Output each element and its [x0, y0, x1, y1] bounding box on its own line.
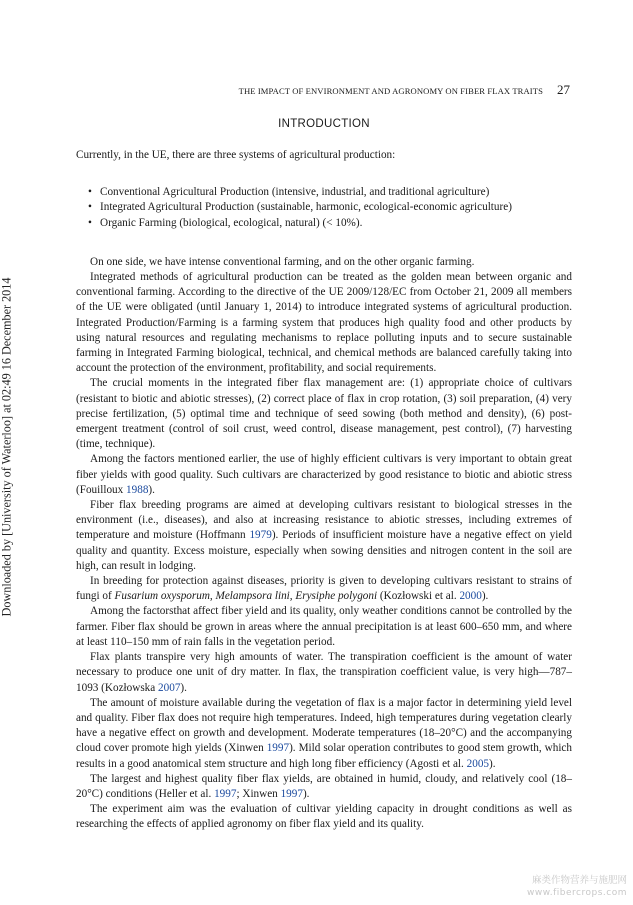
list-item: • Conventional Agricultural Production (intensive, industrial, and traditional agriculture) [88, 185, 572, 200]
paragraph-text: The largest and highest quality fiber flax yields, are obtained in humid, cloudy, and relatively cool (18–20°C) conditions (Heller et al. [76, 772, 572, 800]
paragraph-4 [76, 452, 572, 498]
paragraph-text: (Kozłowski et al. [377, 590, 460, 603]
paragraph-11: The experiment aim was the evaluation of cultivar yielding capacity in drought conditions as well as researching the effects of applied agronomy on fiber flax yield and its quality. [76, 803, 572, 831]
paragraph-8 [76, 650, 572, 696]
paragraph-text: ). [180, 681, 187, 694]
paragraph-2: Integrated methods of agricultural production can be treated as the golden mean between organic and conventional farming. According to the directive of the UE 2009/128/EC from October 21, 2009 all members of the UE were obligated (until January 1, 2014) to introduce integrated systems of agricultural production. Integrated Production/Farming is a farming system that produces high quality food and other products by using natural resources and regulating mechanisms to replace polluting inputs and to secure sustainable farming in Integrated Farming biological, technical, and chemical methods are balanced carefully taking into account the protection of the environment, profitability, and social requirements. [76, 271, 572, 375]
citation-link[interactable]: 1988 [126, 483, 149, 496]
download-stamp-text: Downloaded by [University of Waterloo] at 02:49 16 December 2014 [0, 277, 14, 617]
paragraph-text: ). [302, 787, 310, 800]
site-watermark [527, 875, 627, 899]
paragraph-text: ). [489, 757, 496, 770]
list-item: • Integrated Agricultural Production (sustainable, harmonic, ecological-economic agriculture) [88, 200, 572, 215]
paragraph-text: ). Mild solar operation contributes to good stem growth, which results in a good anatomical stem structure and high long fiber efficiency (Agosti et al. [76, 742, 572, 770]
paragraph-text: Fiber flax breeding programs are aimed at developing cultivars resistant to biological stresses in the environment (i.e., diseases), and also at increasing resistance to abiotic stresses, including extremes of temperature and moisture (Hoffmann [76, 499, 572, 542]
citation-link[interactable]: 1997 [266, 742, 290, 755]
running-title: THE IMPACT OF ENVIRONMENT AND AGRONOMY ON FIBER FLAX TRAITS [238, 86, 543, 96]
intro-line: Currently, in the UE, there are three systems of agricultural production: [76, 149, 396, 161]
article-body [76, 148, 572, 833]
paragraph-text: ). Periods of insufficient moisture have a negative effect on yield quality and quantity. Excess moisture, especially when sowing densities and nitrogen content in the soil are high, can result in lodging. [76, 529, 572, 572]
citation-link[interactable]: 2000 [459, 590, 482, 603]
paragraph-text: In breeding for protection against diseases, priority is given to developing cultivars resistant to strains of fungi of [76, 575, 572, 603]
production-systems-list [76, 185, 572, 231]
paragraph-text: ). [481, 590, 489, 603]
page-number: 27 [557, 82, 570, 97]
paragraph-9 [76, 696, 572, 772]
running-header [150, 82, 570, 98]
watermark-cn: 麻类作物营养与施肥网 [531, 875, 627, 886]
species-names: Fusarium oxysporum, Melampsora lini, Erysiphe polygoni [114, 590, 378, 603]
paragraph-text: Among the factors mentioned earlier, the use of highly efficient cultivars is very important to obtain great fiber yields with good quality. Such cultivars are characterized by good resistance to biotic and abiotic stress (Fouilloux [76, 453, 572, 496]
paragraph-text: The amount of moisture available during the vegetation of flax is a major factor in determining yield level and quality. Fiber flax does not require high temperatures. Indeed, high temperatures during vegetation clearly have a negative effect on growth and development. Moderate temperatures (18–20°C) and the accompanying cloud cover promote high yields (Xinwen [76, 696, 572, 755]
paragraph-text: ). [148, 483, 155, 496]
list-item: • Organic Farming (biological, ecological, natural) (< 10%). [88, 216, 572, 231]
paragraph-1: On one side, we have intense conventional farming, and on the other organic farming. [90, 255, 475, 268]
watermark-url: www.fibercrops.com [527, 888, 627, 898]
paragraph-3: The crucial moments in the integrated fiber flax management are: (1) appropriate choice of cultivars (resistant to biotic and abiotic stresses), (2) correct place of flax in crop rotation, (3) soil preparation, (4) very precise fertilization, (5) optimal time and technique of seed sowing (both method and density), (6) post-emergent treatment (control of soil crust, weed control, disease management, pest control), (7) harvesting (time, technique). [76, 377, 572, 451]
paragraph-5 [76, 498, 572, 574]
paragraph-7: Among the factorsthat affect fiber yield and its quality, only weather conditions cannot be controlled by the farmer. Fiber flax should be grown in areas where the annual precipitation is at least 600–650 mm, and where at least 110–150 mm of rain falls in the vegetation period. [76, 605, 572, 648]
paragraph-text: ; Xinwen [236, 787, 281, 800]
paragraph-6 [76, 574, 572, 604]
download-stamp [0, 0, 14, 905]
citation-link[interactable]: 1997 [214, 787, 237, 800]
citation-link[interactable]: 2005 [466, 757, 489, 770]
paragraph-text: Flax plants transpire very high amounts of water. The transpiration coefficient is the amount of water necessary to produce one unit of dry matter. In flax, the transpiration coefficient value, is very high—787–1093 (Kozłowska [76, 651, 572, 694]
citation-link[interactable]: 1979 [249, 529, 272, 542]
section-heading: INTRODUCTION [278, 118, 370, 130]
citation-link[interactable]: 1997 [280, 787, 303, 800]
paragraph-10 [76, 772, 572, 802]
citation-link[interactable]: 2007 [158, 681, 181, 694]
